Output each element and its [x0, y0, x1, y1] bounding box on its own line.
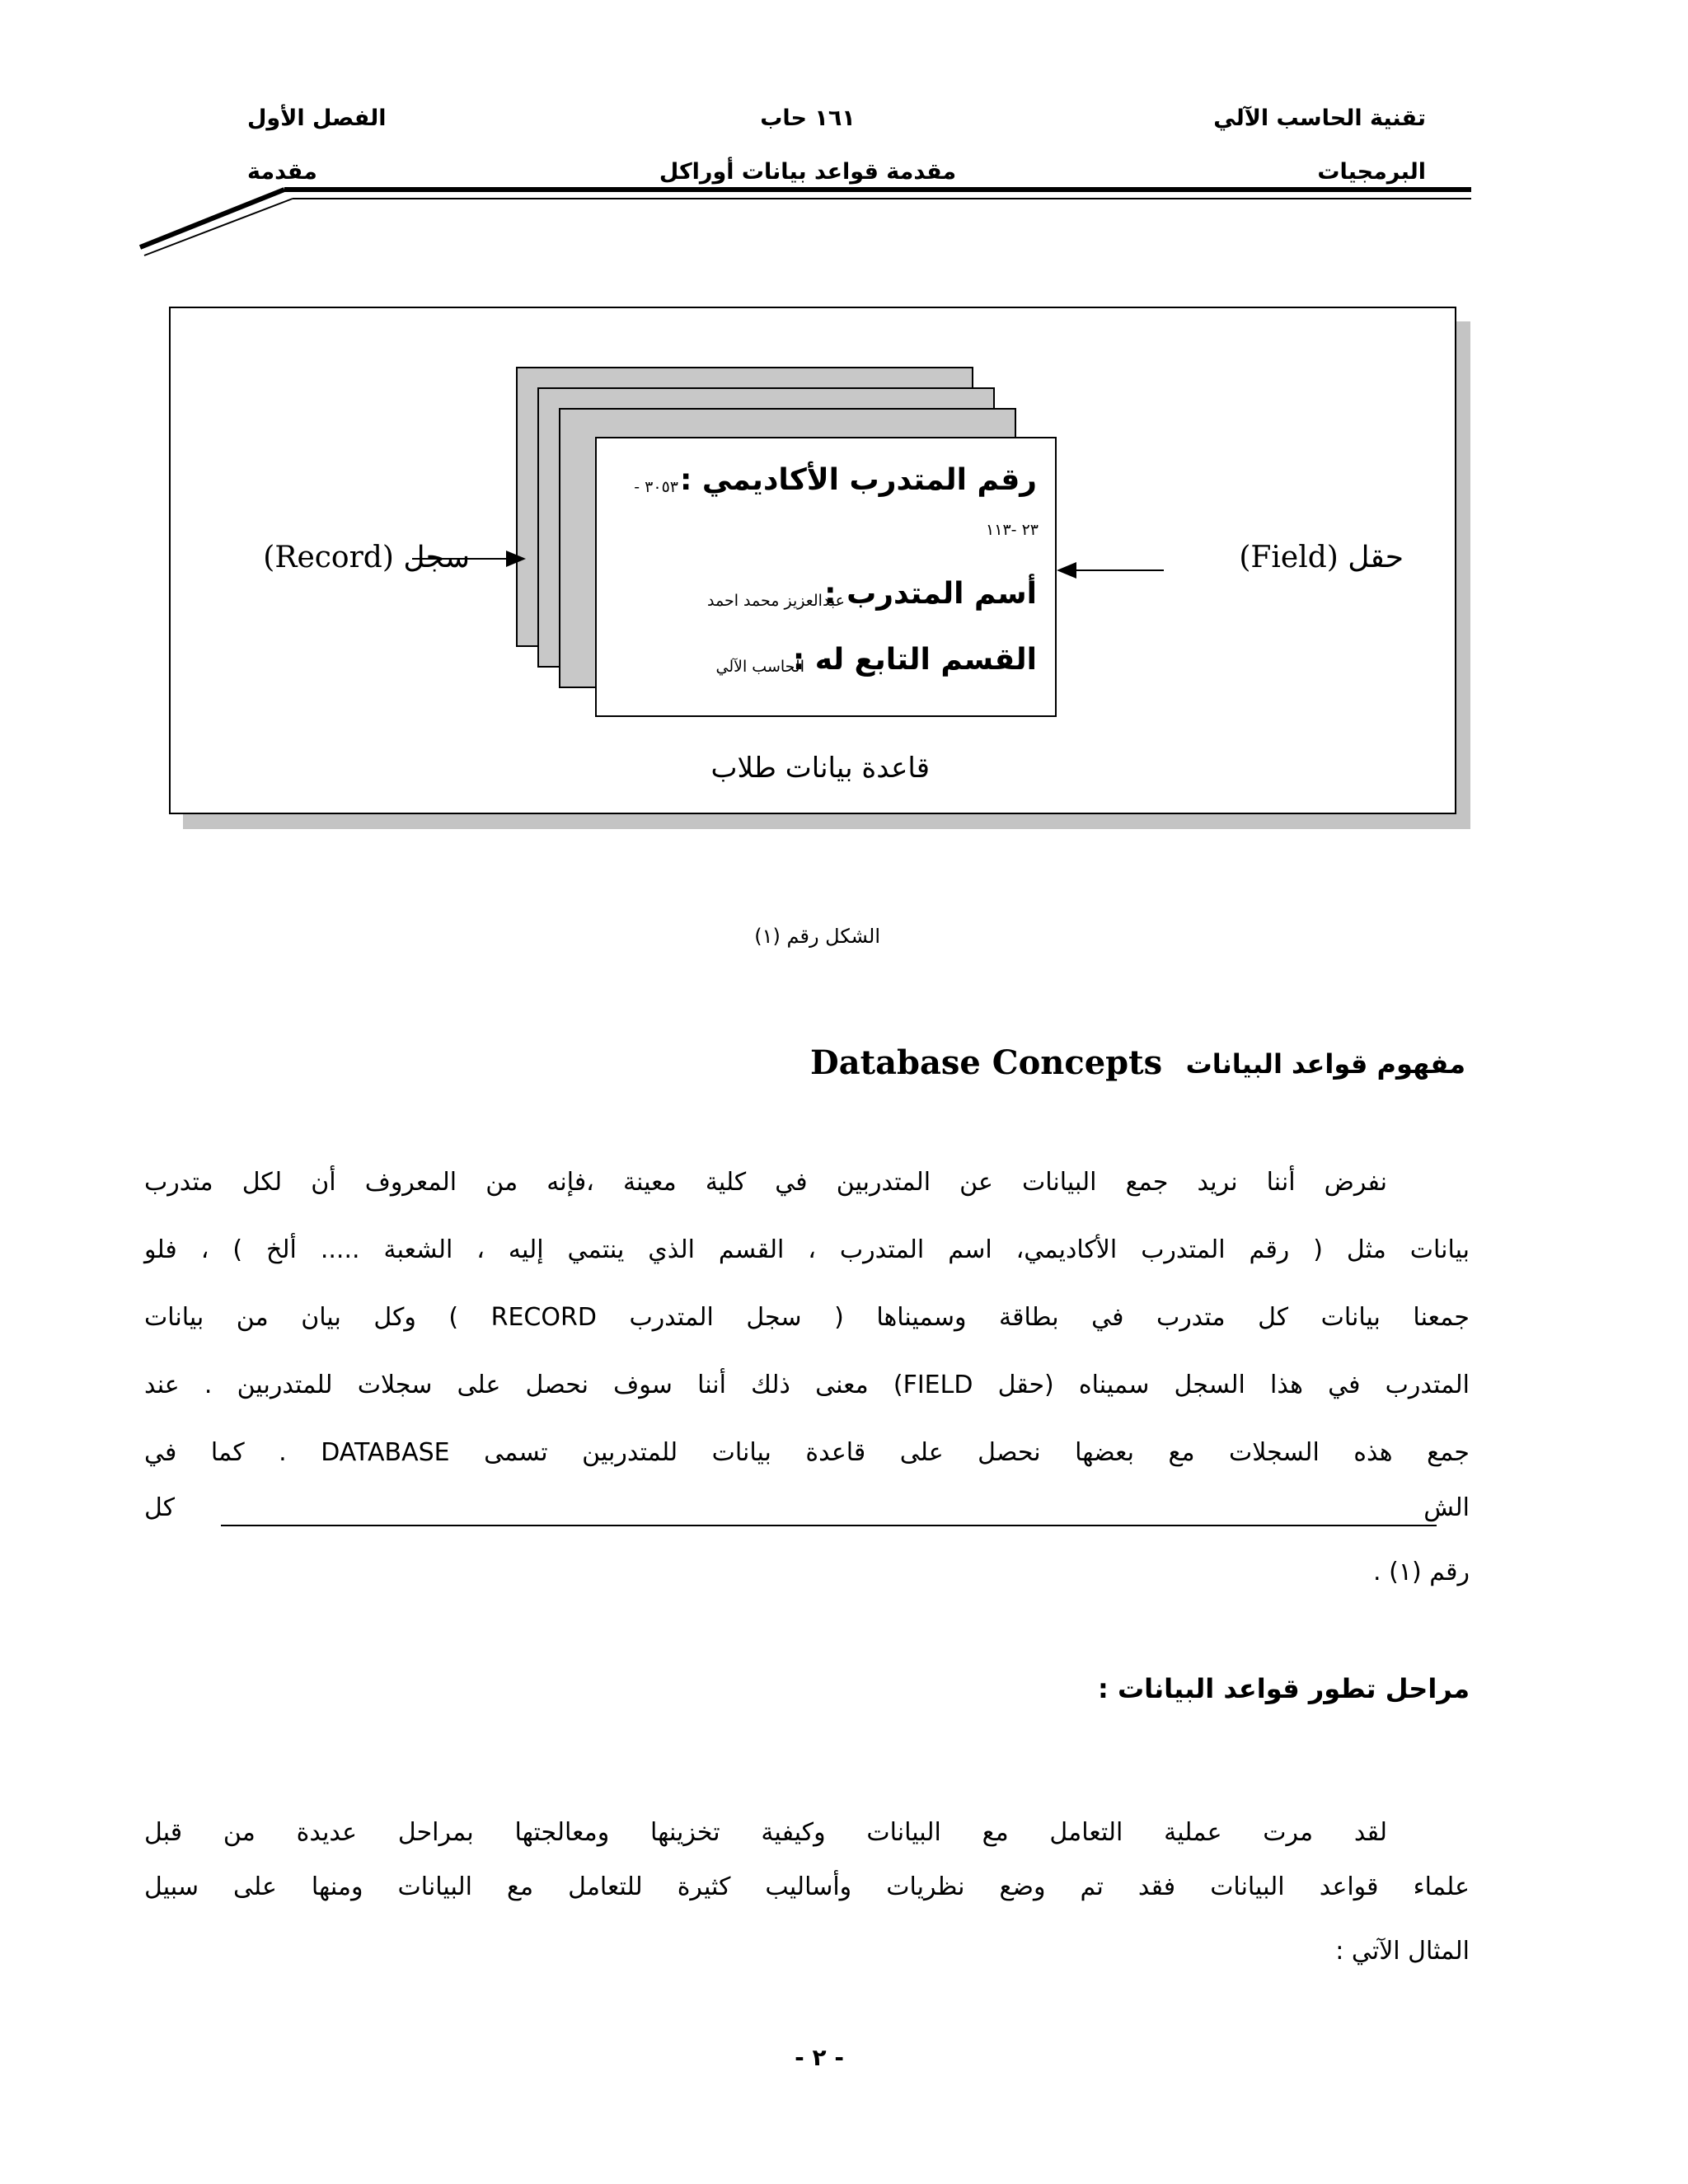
- section2-paragraph: [144, 1809, 1470, 1911]
- section1-line-3: جمعنا بيانات كل متدرب في بطاقة وسميناها ( سجل المتدرب RECORD ) وكل بيان من بيانات: [144, 1303, 1470, 1332]
- card-id-value-1: ٣٠٥٣ -: [634, 478, 678, 496]
- card-name-label: أسم المتدرب :: [824, 577, 1037, 611]
- card-id-value-2: ٢٣ -١١٣: [986, 521, 1039, 539]
- section2-heading: مراحل تطور قواعد البيانات :: [1098, 1673, 1470, 1704]
- card-name-value: عبدالعزيز محمد احمد: [707, 592, 845, 610]
- section1-heading-en: Database Concepts: [810, 1043, 1163, 1082]
- section2-line-2: علماء قواعد البيانات فقد تم وضع نظريات وأساليب كثيرة للتعامل مع البيانات ومنها على سبيل: [144, 1872, 1470, 1901]
- header-course-code: ١٦١ حاب: [760, 105, 856, 131]
- section1-line-1: نفرض أننا نريد جمع البيانات عن المتدربين في كلية معينة ،فإنه من المعروف أن لكل متدرب: [144, 1168, 1387, 1197]
- card-id-label: رقم المتدرب الأكاديمي :: [679, 463, 1037, 497]
- section1-line-7: رقم (١) .: [1373, 1558, 1470, 1586]
- header-specialty: البرمجيات: [1317, 159, 1426, 185]
- record-label: سجل (Record): [263, 541, 470, 574]
- section2-line-1: لقد مرت عملية التعامل مع البيانات وكيفية تخزينها ومعالجتها بمراحل عديدة من قبل: [144, 1818, 1387, 1847]
- page-number: - ٢ -: [795, 2044, 844, 2071]
- section1-heading-ar: مفهوم قواعد البيانات: [1185, 1048, 1465, 1080]
- section1-paragraph: [144, 1159, 1470, 1477]
- section1-line-5: جمع هذه السجلات مع بعضها نحصل على قاعدة بيانات للمتدربين تسمى DATABASE . كما في: [144, 1438, 1470, 1467]
- card-dept-value: الحاسب الآلي: [715, 658, 804, 676]
- section1-line-6-left: كل: [144, 1493, 176, 1522]
- section1-line-6-right: الش: [1423, 1493, 1470, 1522]
- section2-last-line: المثال الآتي :: [1335, 1937, 1470, 1966]
- section1-line-2: بيانات مثل ( رقم المتدرب الأكاديمي، اسم المتدرب ، القسم الذي ينتمي إليه ، الشعبة ..... ألخ ) ، فلو: [144, 1235, 1470, 1264]
- section1-stretch-line: [221, 1525, 1437, 1526]
- header-course-title: تقنية الحاسب الآلي: [1213, 105, 1426, 131]
- card-dept-label: القسم التابع له :: [792, 643, 1037, 677]
- field-label: حقل (Field): [1239, 541, 1404, 574]
- figure-title: قاعدة بيانات طلاب: [710, 752, 930, 785]
- section1-line-4: المتدرب في هذا السجل سميناه (حقل FIELD) معنى ذلك أننا سوف نحصل على سجلات للمتدربين . عند: [144, 1371, 1470, 1399]
- figure-caption: الشكل رقم (١): [754, 925, 880, 948]
- header-unit-title: مقدمة قواعد بيانات أوراكل: [659, 159, 957, 185]
- header-section: مقدمة: [247, 159, 317, 185]
- header-chapter: الفصل الأول: [247, 105, 387, 131]
